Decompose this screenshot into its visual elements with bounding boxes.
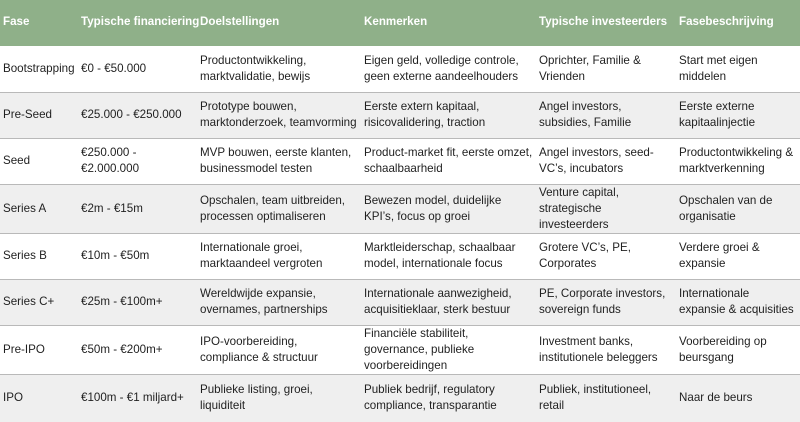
cell-investeerders: Publiek, institutioneel, retail [539,383,652,413]
cell-financiering: €250.000 - €2.000.000 [81,146,140,175]
table-row [0,92,800,138]
cell-kenmerken: Financiële stabiliteit, governance, publieke voorbereidingen [364,326,475,372]
cell-investeerders: PE, Corporate investors, sovereign funds [539,287,666,316]
cell-financiering: €25.000 - €250.000 [81,108,182,121]
cell-investeerders: Angel investors, subsidies, Familie [539,100,632,129]
table-row [0,279,800,325]
table-row [0,325,800,374]
cell-doelstellingen: Wereldwijde expansie, overnames, partnerships [200,287,328,316]
cell-financiering: €50m - €200m+ [81,342,163,356]
header-fase: Fase [3,15,30,28]
cell-financiering: €25m - €100m+ [81,295,163,308]
cell-fasebeschrijving: Verdere groei & expansie [679,241,760,270]
cell-investeerders: Venture capital, strategische investeerders [539,185,619,231]
cell-fase: Series B [3,249,47,262]
cell-fasebeschrijving: Naar de beurs [679,391,753,405]
cell-doelstellingen: MVP bouwen, eerste klanten, businessmodel testen [200,146,352,175]
cell-fase: Series A [3,201,47,215]
cell-fasebeschrijving: Start met eigen middelen [679,53,758,83]
cell-investeerders: Investment banks, institutionele beleggers [539,334,658,364]
cell-investeerders: Oprichter, Familie & Vrienden [539,53,641,83]
table-header [0,0,800,46]
cell-fasebeschrijving: Internationale expansie & acquisities [679,287,794,316]
cell-financiering: €2m - €15m [81,201,143,215]
cell-doelstellingen: Prototype bouwen, marktonderzoek, teamvorming [200,100,357,129]
cell-doelstellingen: Internationale groei, marktaandeel vergroten [200,241,323,270]
cell-kenmerken: Bewezen model, duidelijke KPI’s, focus op groei [364,193,502,223]
cell-fase: Pre-Seed [3,108,52,121]
cell-doelstellingen: IPO-voorbereiding, compliance & structuur [200,334,318,364]
cell-doelstellingen: Publieke listing, groei, liquiditeit [200,383,313,413]
cell-fase: Series C+ [3,295,55,308]
table-body [0,46,800,422]
cell-fasebeschrijving: Eerste externe kapitaalinjectie [679,100,756,129]
cell-financiering: €10m - €50m [81,249,150,262]
cell-doelstellingen: Opschalen, team uitbreiden, processen optimaliseren [200,193,346,223]
table-row [0,374,800,422]
cell-investeerders: Grotere VC’s, PE, Corporates [539,241,631,270]
cell-fase: IPO [3,391,23,405]
cell-kenmerken: Publiek bedrijf, regulatory compliance, transparantie [364,383,497,413]
table-row [0,233,800,279]
table-row [0,46,800,92]
cell-fasebeschrijving: Opschalen van de organisatie [679,193,773,223]
cell-financiering: €0 - €50.000 [81,61,147,75]
cell-fasebeschrijving: Productontwikkeling & marktverkenning [679,146,794,175]
cell-financiering: €100m - €1 miljard+ [81,391,184,405]
cell-investeerders: Angel investors, seed-VC’s, incubators [539,146,654,175]
header-doelstellingen: Doelstellingen [200,15,280,28]
header-typische-financiering: Typische financiering [81,15,200,28]
header-fasebeschrijving: Fasebeschrijving [679,15,774,28]
cell-fase: Pre-IPO [3,342,45,356]
header-typische-investeerders: Typische investeerders [539,15,668,28]
cell-fasebeschrijving: Voorbereiding op beursgang [679,334,767,364]
cell-fase: Seed [3,154,31,167]
table-row [0,138,800,184]
table-row [0,184,800,233]
cell-kenmerken: Eigen geld, volledige controle, geen externe aandeelhouders [364,53,519,83]
header-row [0,0,800,46]
header-kenmerken: Kenmerken [364,15,428,28]
cell-doelstellingen: Productontwikkeling, marktvalidatie, bewijs [200,53,311,83]
cell-fase: Bootstrapping [3,61,75,75]
cell-kenmerken: Eerste extern kapitaal, risicovalidering, traction [364,100,486,129]
cell-kenmerken: Marktleiderschap, schaalbaar model, internationale focus [364,241,516,270]
cell-kenmerken: Product-market fit, eerste omzet, schaalbaarheid [364,146,533,175]
cell-kenmerken: Internationale aanwezigheid, acquisitieklaar, sterk bestuur [364,287,512,316]
